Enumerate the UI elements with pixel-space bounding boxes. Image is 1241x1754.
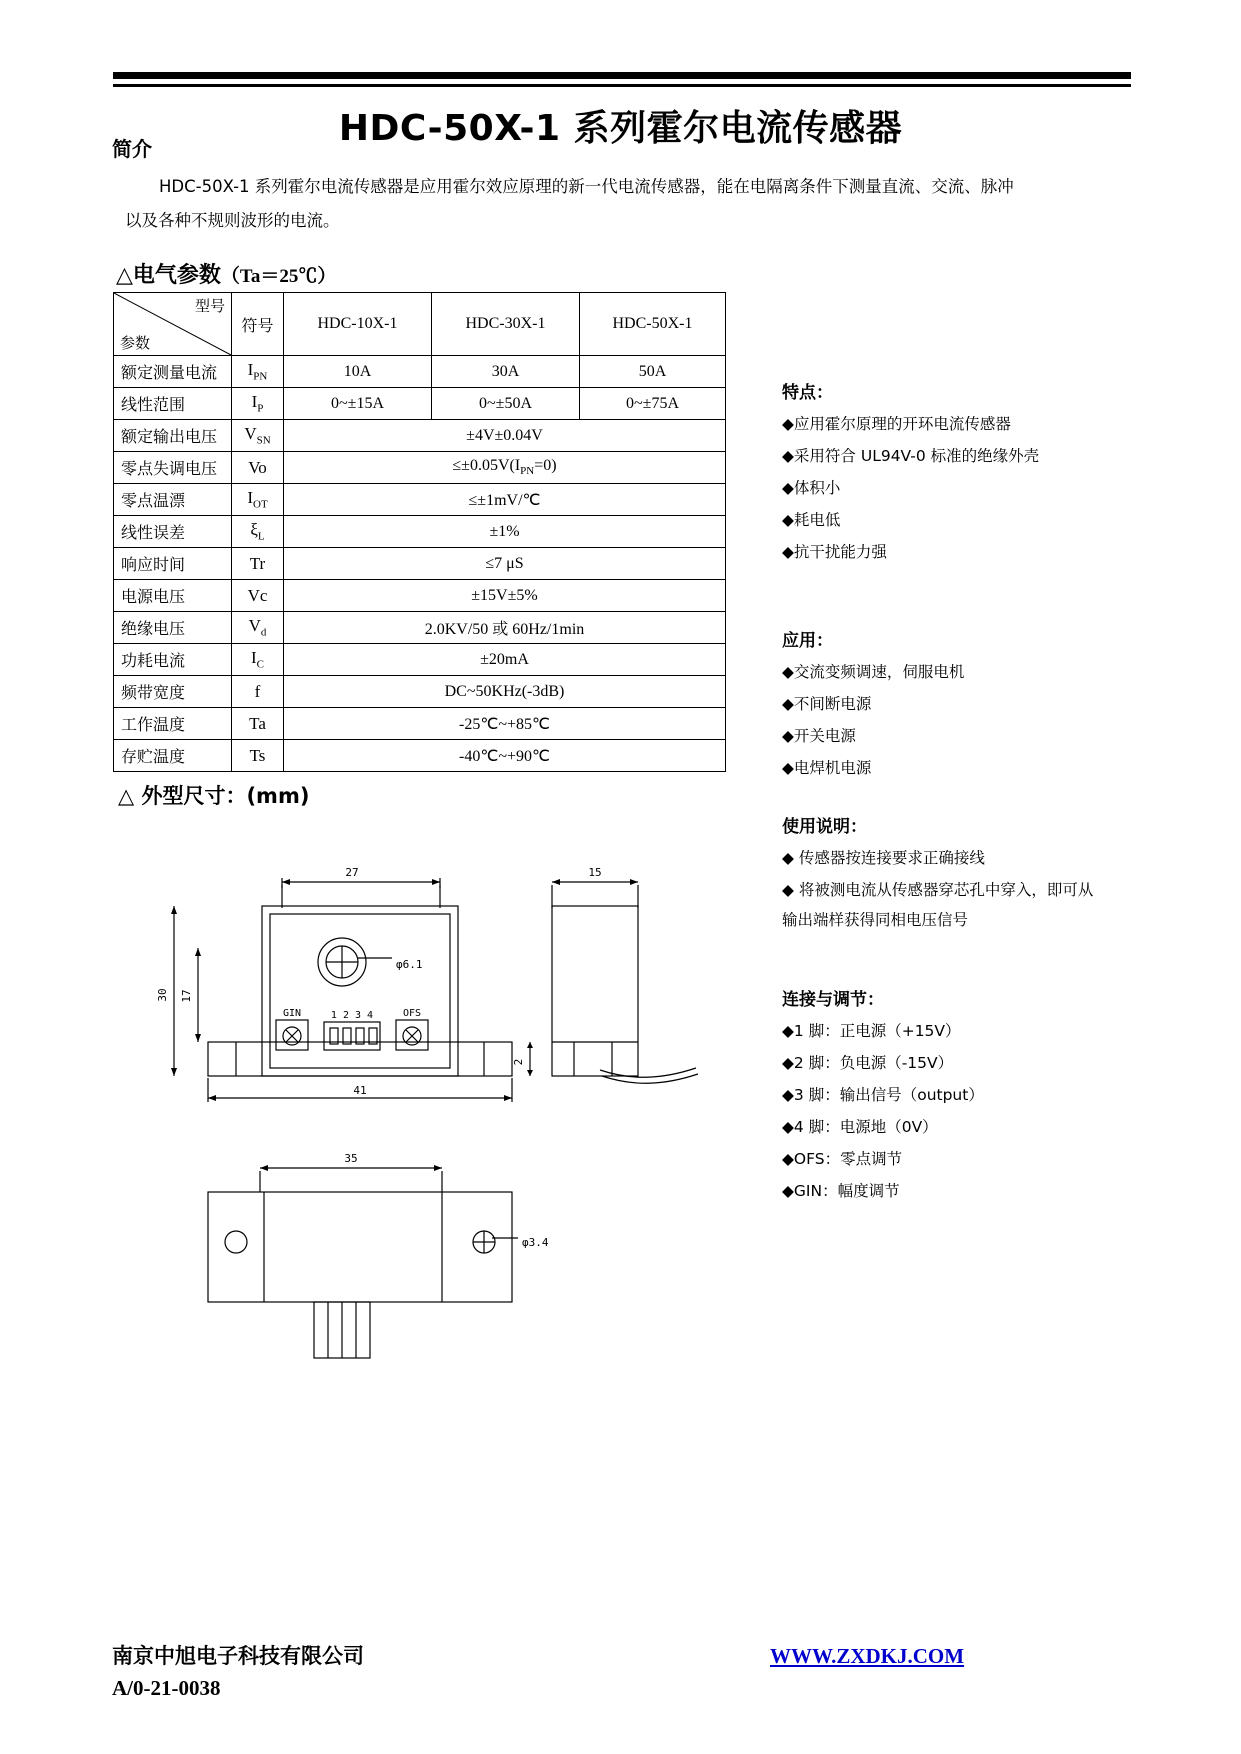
row-label: 工作温度: [114, 708, 232, 740]
row-value: ≤7 μS: [284, 548, 726, 580]
features-item: ◆体积小: [782, 479, 841, 497]
label-pin-numbers: 1 2 3 4: [330, 1010, 374, 1021]
connection-title: 连接与调节：: [782, 990, 884, 1010]
row-symbol: $I_P$: [232, 388, 284, 420]
row-label: 频带宽度: [114, 676, 232, 708]
table-row: [114, 356, 726, 388]
dim-mount-hole: φ3.4: [522, 1236, 549, 1249]
footer-website-link[interactable]: WWW.ZXDKJ.COM: [770, 1644, 965, 1668]
table-row: [114, 612, 726, 644]
drawing-svg: [140, 830, 760, 1430]
dim-side-width: 15: [588, 866, 602, 879]
row-value: ±4V±0.04V: [284, 420, 726, 452]
applications-item: ◆交流变频调速，伺服电机: [782, 663, 965, 681]
row-symbol: $V_{SN}$: [232, 420, 284, 452]
row-label: 响应时间: [114, 548, 232, 580]
row-value: 0~±15A: [284, 388, 432, 420]
table-row: [114, 580, 726, 612]
dim-bottom-width: 35: [344, 1152, 358, 1165]
features-block: [782, 378, 1102, 569]
applications-item: ◆电焊机电源: [782, 759, 872, 777]
row-label: 绝缘电压: [114, 612, 232, 644]
row-label: 额定测量电流: [114, 356, 232, 388]
label-gin: GIN: [282, 1008, 302, 1019]
row-value: -25℃~+85℃: [284, 708, 726, 740]
row-label: 额定输出电压: [114, 420, 232, 452]
row-value: $\le\pm 0.05V(I_{PN}=0)$: [284, 452, 726, 484]
row-value: 30A: [432, 356, 580, 388]
table-row: [114, 740, 726, 772]
row-symbol: Ts: [232, 740, 284, 772]
row-label: 存贮温度: [114, 740, 232, 772]
connection-item: ◆1 脚：正电源（+15V）: [782, 1022, 961, 1040]
table-row: [114, 676, 726, 708]
table-model-header-3: HDC-50X-1: [580, 293, 726, 356]
features-item: ◆抗干扰能力强: [782, 543, 887, 561]
row-symbol: Ta: [232, 708, 284, 740]
table-row: [114, 388, 726, 420]
usage-title: 使用说明：: [782, 817, 867, 837]
section-heading-electrical-text: △电气参数: [116, 263, 221, 288]
usage-block: [782, 812, 1102, 937]
row-symbol: f: [232, 676, 284, 708]
connection-item: ◆2 脚：负电源（-15V）: [782, 1054, 954, 1072]
intro-paragraph: HDC-50X-1 系列霍尔电流传感器是应用霍尔效应原理的新一代电流传感器，能在电隔离条件下测量直流、交流、脉冲以及各种不规则波形的电流。: [125, 177, 1014, 230]
page-title: HDC-50X-1 系列霍尔电流传感器: [338, 108, 903, 149]
row-label: 零点温漂: [114, 484, 232, 516]
table-corner-model-label: 型号: [194, 297, 225, 315]
dim-height-inner: 17: [180, 989, 193, 1003]
table-row: [114, 644, 726, 676]
row-label: 线性范围: [114, 388, 232, 420]
connection-block: [782, 985, 1102, 1208]
footer-company: 南京中旭电子科技有限公司: [112, 1644, 364, 1668]
header-rule-top: [113, 72, 1131, 79]
row-label: 零点失调电压: [114, 452, 232, 484]
table-row: [114, 708, 726, 740]
row-symbol: Vc: [232, 580, 284, 612]
applications-title: 应用：: [782, 631, 833, 651]
label-ofs: OFS: [402, 1008, 422, 1019]
table-row: [114, 516, 726, 548]
row-label: 线性误差: [114, 516, 232, 548]
row-symbol: Vo: [232, 452, 284, 484]
connection-item: ◆GIN：幅度调节: [782, 1182, 900, 1200]
connection-item: ◆OFS：零点调节: [782, 1150, 903, 1168]
row-value: 2.0KV/50 或 60Hz/1min: [284, 612, 726, 644]
row-value: 10A: [284, 356, 432, 388]
row-value: 0~±75A: [580, 388, 726, 420]
applications-item: ◆不间断电源: [782, 695, 872, 713]
dim-base-width: 41: [353, 1084, 367, 1097]
section-heading-electrical-condition: （Ta＝25℃）: [220, 266, 337, 287]
features-item: ◆应用霍尔原理的开环电流传感器: [782, 415, 1011, 433]
table-corner-cell: [114, 293, 232, 356]
connection-item: ◆3 脚：输出信号（output）: [782, 1086, 984, 1104]
section-heading-dimensions: △ 外型尺寸：(mm): [118, 784, 310, 808]
table-row: [114, 452, 726, 484]
row-symbol: $V_d$: [232, 612, 284, 644]
row-label: 电源电压: [114, 580, 232, 612]
row-symbol: $I_{OT}$: [232, 484, 284, 516]
row-value: DC~50KHz(-3dB): [284, 676, 726, 708]
table-header-row: [114, 293, 726, 356]
row-value: -40℃~+90℃: [284, 740, 726, 772]
features-item: ◆耗电低: [782, 511, 841, 529]
dim-foot-thickness: 2: [512, 1058, 525, 1066]
connection-item: ◆4 脚：电源地（0V）: [782, 1118, 938, 1136]
table-model-header-1: HDC-10X-1: [284, 293, 432, 356]
features-title: 特点：: [782, 383, 833, 403]
row-label: 功耗电流: [114, 644, 232, 676]
table-corner-param-label: 参数: [120, 334, 151, 352]
table-row: [114, 420, 726, 452]
dim-height-outer: 30: [156, 988, 169, 1002]
usage-item: ◆ 传感器按连接要求正确接线: [782, 849, 985, 867]
section-heading-electrical: [116, 258, 336, 289]
row-symbol: $I_C$: [232, 644, 284, 676]
row-value: ±15V±5%: [284, 580, 726, 612]
applications-block: [782, 626, 1102, 785]
row-value: ≤±1mV/℃: [284, 484, 726, 516]
mechanical-drawing: [140, 830, 760, 1430]
table-row: [114, 548, 726, 580]
table-symbol-header: 符号: [232, 293, 284, 356]
row-value: 50A: [580, 356, 726, 388]
row-symbol: Tr: [232, 548, 284, 580]
footer-document-code: A/0-21-0038: [112, 1676, 221, 1700]
dim-center-hole: φ6.1: [396, 958, 423, 971]
row-value: 0~±50A: [432, 388, 580, 420]
electrical-spec-table: [113, 292, 726, 772]
usage-item: ◆ 将被测电流从传感器穿芯孔中穿入，即可从输出端样获得同相电压信号: [782, 881, 1094, 929]
header-rule-bottom: [113, 84, 1131, 87]
table-model-header-2: HDC-30X-1: [432, 293, 580, 356]
row-value: ±20mA: [284, 644, 726, 676]
applications-item: ◆开关电源: [782, 727, 856, 745]
dim-top-width: 27: [345, 866, 359, 879]
features-item: ◆采用符合 UL94V-0 标准的绝缘外壳: [782, 447, 1040, 465]
row-symbol: $\xi_L$: [232, 516, 284, 548]
row-symbol: $I_{PN}$: [232, 356, 284, 388]
intro-label: 简介: [112, 137, 152, 161]
row-value: ±1%: [284, 516, 726, 548]
table-row: [114, 484, 726, 516]
